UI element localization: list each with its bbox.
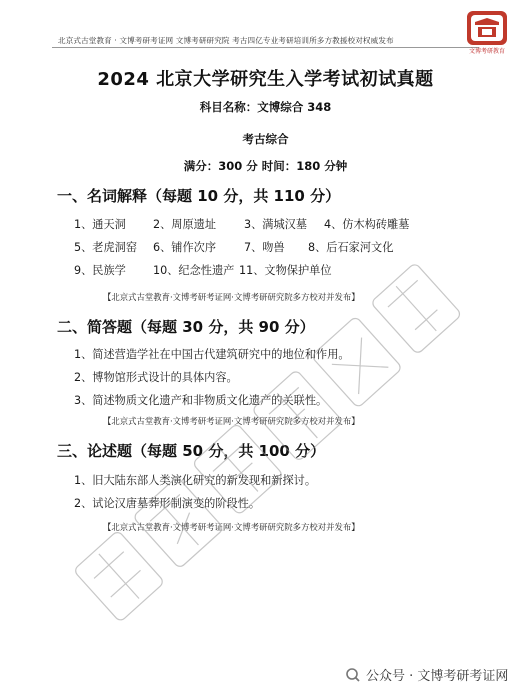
- header-text: 北京式古堂教育 · 文博考研考证网 文博考研研究院 考古四亿专业考研培训所多方教援校对权威发布: [58, 36, 394, 45]
- footer-text: 公众号 · 文博考研考证网: [366, 669, 509, 684]
- term-item: 9、民族学: [74, 264, 126, 277]
- term-item: 3、满城汉墓: [244, 218, 308, 231]
- term-item: 6、铺作次序: [153, 241, 217, 254]
- subject-line: 科目名称：文博综合 348: [199, 100, 332, 114]
- header-divider: [52, 47, 479, 48]
- question-item: 1、简述营造学社在中国古代建筑研究中的地位和作用。: [74, 348, 350, 361]
- logo-caption: 文博考研教育: [468, 48, 505, 55]
- question-item: 2、试论汉唐墓葬形制演变的阶段性。: [74, 497, 261, 510]
- score-line: 满分：300 分 时间：180 分钟: [183, 159, 348, 173]
- source-note: 【北京式古堂教育·文博考研考证网·文博考研研究院多方校对并发布】: [103, 522, 360, 532]
- wechat-search-icon: [345, 667, 361, 683]
- term-item: 7、吻兽: [244, 241, 285, 254]
- footer-account: [345, 665, 508, 684]
- source-note: 【北京式古堂教育·文博考研考证网·文博考研研究院多方校对并发布】: [103, 292, 360, 302]
- term-item: 1、通天洞: [74, 218, 126, 231]
- section-name: 考古综合: [242, 132, 289, 146]
- section-heading: 三、论述题（每题 50 分，共 100 分）: [57, 442, 326, 460]
- section-heading: 二、简答题（每题 30 分，共 90 分）: [57, 318, 315, 336]
- question-item: 3、简述物质文化遗产和非物质文化遗产的关联性。: [74, 394, 328, 407]
- section-heading: 一、名词解释（每题 10 分，共 110 分）: [57, 187, 341, 205]
- term-item: 5、老虎洞窑: [74, 241, 138, 254]
- logo-icon: [465, 10, 509, 48]
- question-item: 2、博物馆形式设计的具体内容。: [74, 371, 238, 384]
- term-item: 2、周原遗址: [153, 218, 217, 231]
- term-item: 4、仿木构砖雕墓: [324, 218, 410, 231]
- term-item: 8、后石家河文化: [308, 241, 394, 254]
- term-item: 11、文物保护单位: [239, 264, 332, 277]
- question-item: 1、旧大陆东部人类演化研究的新发现和新探讨。: [74, 474, 317, 487]
- source-note: 【北京式古堂教育·文博考研考证网·文博考研研究院多方校对并发布】: [103, 416, 360, 426]
- page-title: 2024 北京大学研究生入学考试初试真题: [97, 69, 434, 90]
- term-item: 10、纪念性遗产: [153, 264, 235, 277]
